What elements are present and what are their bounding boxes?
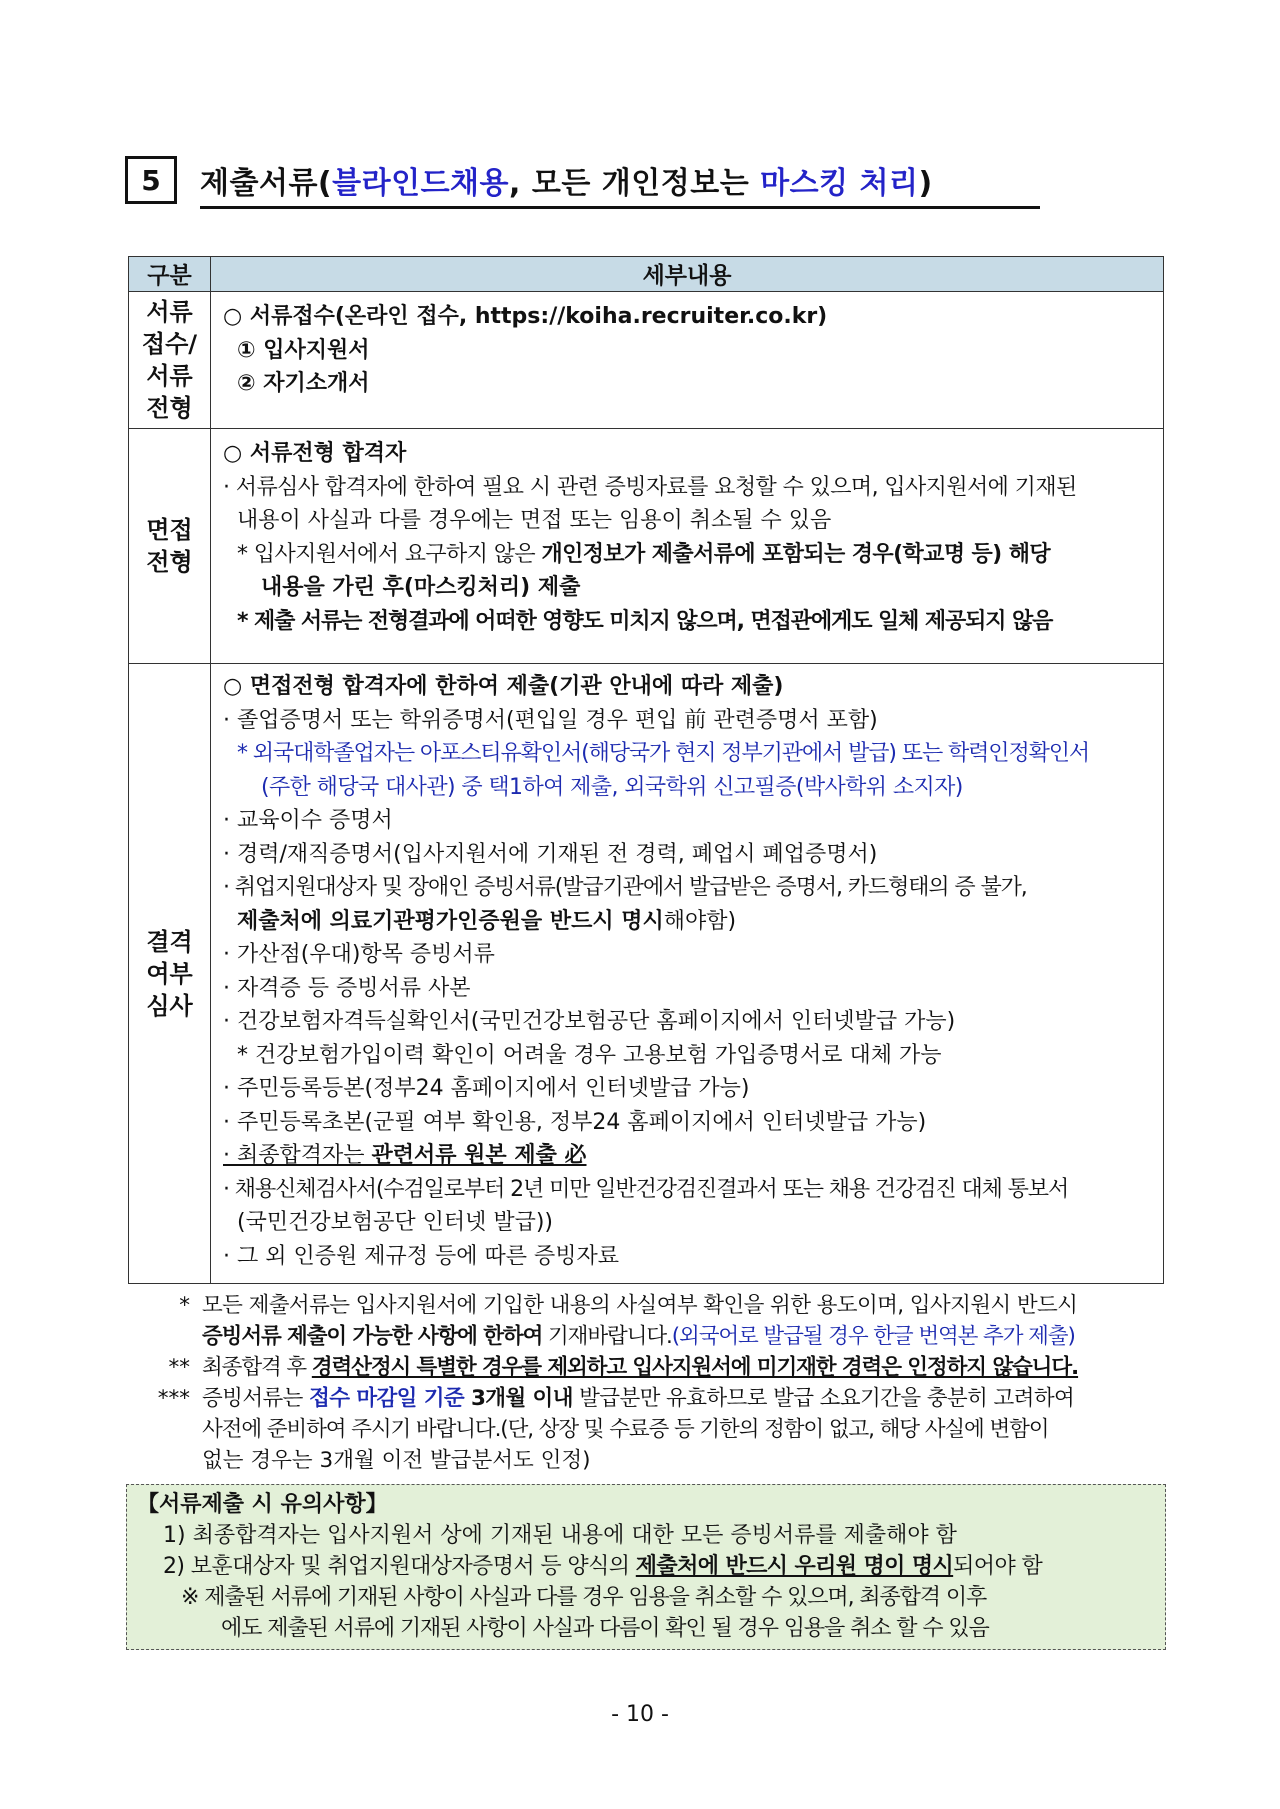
caution-title: 【서류제출 시 유의사항】 bbox=[137, 1492, 388, 1517]
caution-line: 에도 제출된 서류에 기재된 사항이 사실과 다름이 확인 될 경우 임용을 취소 할 수 있음 bbox=[221, 1616, 989, 1641]
detail-docs bbox=[211, 292, 1164, 429]
table-row-eligibility bbox=[129, 664, 1164, 1284]
footnote-mark: ** bbox=[168, 1355, 190, 1380]
section-number-box bbox=[125, 156, 177, 204]
table-row-docs bbox=[129, 292, 1164, 429]
eligibility-line: · 건강보험자격득실확인서(국민건강보험공단 홈페이지에서 인터넷발급 가능) bbox=[223, 1009, 956, 1034]
category-line: 심사 bbox=[146, 991, 193, 1020]
category-line: 전형 bbox=[146, 548, 193, 576]
interview-line: · 서류심사 합격자에 한하여 필요 시 관련 증빙자료를 요청할 수 있으며, 입사지원서에 기재된 bbox=[223, 474, 1077, 500]
eligibility-line: · 주민등록등본(정부24 홈페이지에서 인터넷발급 가능) bbox=[223, 1076, 750, 1101]
detail-interview bbox=[211, 429, 1164, 664]
eligibility-line: · 가산점(우대)항목 증빙서류 bbox=[223, 942, 495, 967]
text-bold: 제출처에 반드시 우리원 명이 명시 bbox=[635, 1554, 954, 1579]
footnote-1 bbox=[128, 1290, 1168, 1352]
text-bold: 관련서류 원본 제출 必 bbox=[371, 1143, 587, 1168]
footnote-mark: * bbox=[179, 1293, 190, 1318]
section-title bbox=[200, 158, 933, 202]
table-row-interview bbox=[129, 429, 1164, 664]
category-line: 여부 bbox=[146, 959, 193, 988]
footnote-2 bbox=[128, 1352, 1168, 1383]
section-number: 5 bbox=[141, 163, 161, 197]
caution-line: ※ 제출된 서류에 기재된 사항이 사실과 다를 경우 임용을 취소할 수 있으며, 최종합격 이후 bbox=[181, 1585, 987, 1610]
text-bold: 3개월 이내 bbox=[464, 1386, 573, 1411]
text-plain: 기재바랍니다. bbox=[542, 1324, 672, 1349]
text-plain: · 최종합격자는 bbox=[223, 1143, 372, 1168]
eligibility-line: · 교육이수 증명서 bbox=[223, 808, 393, 833]
footnote-line bbox=[202, 1383, 1168, 1414]
detail-eligibility bbox=[211, 664, 1164, 1284]
interview-line: 내용을 가린 후(마스킹처리) 제출 bbox=[261, 575, 581, 600]
text-plain: 발급분만 유효하므로 발급 소요기간을 충분히 고려하여 bbox=[572, 1386, 1075, 1411]
text-plain: 해야함) bbox=[663, 908, 737, 934]
title-blind-recruit: 블라인드채용 bbox=[332, 166, 510, 201]
footnote-line: 모든 제출서류는 입사지원서에 기입한 내용의 사실여부 확인을 위한 용도이며, 입사지원시 반드시 bbox=[202, 1293, 1078, 1318]
documents-table bbox=[128, 256, 1164, 1284]
interview-star-line: * 제출 서류는 전형결과에 어떠한 영향도 미치지 않으며, 면접관에게도 일체 제공되지 않음 bbox=[237, 608, 1053, 634]
eligibility-line: · 자격증 등 증빙서류 사본 bbox=[223, 975, 471, 1001]
caution-line bbox=[137, 1551, 1155, 1582]
docs-line-1: ○ 서류접수(온라인 접수, https://koiha.recruiter.co.kr) bbox=[223, 304, 828, 329]
eligibility-line bbox=[223, 905, 1151, 939]
interview-line: 내용이 사실과 다를 경우에는 면접 또는 임용이 취소될 수 있음 bbox=[237, 508, 832, 533]
eligibility-line: · 그 외 인증원 제규정 등에 따른 증빙자료 bbox=[223, 1243, 619, 1269]
category-line: 서류 bbox=[146, 362, 193, 390]
category-eligibility bbox=[129, 664, 211, 1284]
text-plain: * 입사지원서에서 요구하지 않은 bbox=[237, 541, 542, 567]
category-line: 면접 bbox=[146, 516, 193, 544]
text-plain: 2) 보훈대상자 및 취업지원대상자증명서 등 양식의 bbox=[163, 1554, 636, 1579]
footnotes bbox=[128, 1290, 1168, 1476]
category-interview bbox=[129, 429, 211, 664]
caution-line: 1) 최종합격자는 입사지원서 상에 기재된 내용에 대한 모든 증빙서류를 제출해야 함 bbox=[163, 1523, 957, 1548]
interview-heading: ○ 서류전형 합격자 bbox=[223, 441, 407, 466]
footnote-3 bbox=[128, 1383, 1168, 1476]
docs-line-3: ② 자기소개서 bbox=[237, 371, 370, 396]
text-bold: 제출처에 의료기관평가인증원을 반드시 명시 bbox=[237, 908, 664, 934]
eligibility-line: * 건강보험가입이력 확인이 어려울 경우 고용보험 가입증명서로 대체 가능 bbox=[237, 1042, 942, 1068]
title-masking: 마스킹 처리 bbox=[760, 166, 919, 201]
text-plain: 되어야 함 bbox=[953, 1554, 1043, 1579]
text-blue: 접수 마감일 기준 bbox=[309, 1386, 465, 1411]
footnote-body bbox=[202, 1290, 1168, 1352]
text-bold: 개인정보가 제출서류에 포함되는 경우(학교명 등) 해당 bbox=[541, 541, 1051, 567]
eligibility-line bbox=[223, 1139, 1151, 1173]
eligibility-line: · 취업지원대상자 및 장애인 증빙서류(발급기관에서 발급받은 증명서, 카드형태의 증 불가, bbox=[223, 875, 1027, 900]
eligibility-line: · 졸업증명서 또는 학위증명서(편입일 경우 편입 前 관련증명서 포함) bbox=[223, 707, 878, 733]
text-plain: 증빙서류는 bbox=[202, 1386, 310, 1411]
category-line: 접수/ bbox=[141, 330, 198, 358]
title-prefix: 제출서류( bbox=[200, 166, 333, 201]
category-docs bbox=[129, 292, 211, 429]
category-line: 전형 bbox=[146, 394, 193, 422]
text-bold: 증빙서류 제출이 가능한 사항에 한하여 bbox=[202, 1324, 543, 1349]
header-category: 구분 bbox=[129, 257, 211, 292]
page-number: - 10 - bbox=[611, 1702, 669, 1727]
footnote-body bbox=[202, 1352, 1168, 1383]
category-line: 서류 bbox=[146, 298, 193, 326]
category-line: 결격 bbox=[146, 927, 193, 956]
eligibility-line: · 채용신체검사서(수검일로부터 2년 미만 일반건강검진결과서 또는 채용 건강검진 대체 통보서 bbox=[223, 1176, 1069, 1202]
footnote-line: 없는 경우는 3개월 이전 발급분서도 인정) bbox=[202, 1448, 591, 1473]
eligibility-line: · 경력/재직증명서(입사지원서에 기재된 전 경력, 폐업시 폐업증명서) bbox=[223, 841, 878, 867]
header-detail: 세부내용 bbox=[211, 257, 1164, 292]
eligibility-line-blue: * 외국대학졸업자는 아포스티유확인서(해당국가 현지 정부기관에서 발급) 또는 학력인정확인서 bbox=[237, 741, 1090, 766]
eligibility-line-blue: (주한 해당국 대사관) 중 택1하여 제출, 외국학위 신고필증(박사학위 소지자) bbox=[261, 774, 963, 800]
table-header-row bbox=[129, 257, 1164, 292]
title-middle: , 모든 개인정보는 bbox=[509, 166, 761, 201]
footnote-line bbox=[202, 1321, 1168, 1352]
text-plain: 최종합격 후 bbox=[202, 1355, 312, 1380]
title-suffix: ) bbox=[918, 166, 933, 201]
footnote-line: 사전에 준비하여 주시기 바랍니다.(단, 상장 및 수료증 등 기한의 정함이 없고, 해당 사실에 변함이 bbox=[202, 1417, 1049, 1442]
docs-line-2: ① 입사지원서 bbox=[237, 337, 370, 363]
text-bold: 경력산정시 특별한 경우를 제외하고 입사지원서에 미기재한 경력은 인정하지 않습니다. bbox=[311, 1355, 1079, 1380]
text-blue: (외국어로 발급될 경우 한글 번역본 추가 제출) bbox=[671, 1324, 1075, 1349]
footnote-body bbox=[202, 1383, 1168, 1476]
caution-box bbox=[126, 1484, 1166, 1650]
eligibility-line: · 주민등록초본(군필 여부 확인용, 정부24 홈페이지에서 인터넷발급 가능) bbox=[223, 1109, 927, 1135]
footnote-mark: *** bbox=[157, 1386, 190, 1411]
eligibility-heading: ○ 면접전형 합격자에 한하여 제출(기관 안내에 따라 제출) bbox=[223, 674, 784, 699]
interview-star-line bbox=[223, 538, 1151, 572]
title-underline bbox=[200, 206, 1040, 209]
eligibility-line: (국민건강보험공단 인터넷 발급)) bbox=[237, 1210, 554, 1235]
